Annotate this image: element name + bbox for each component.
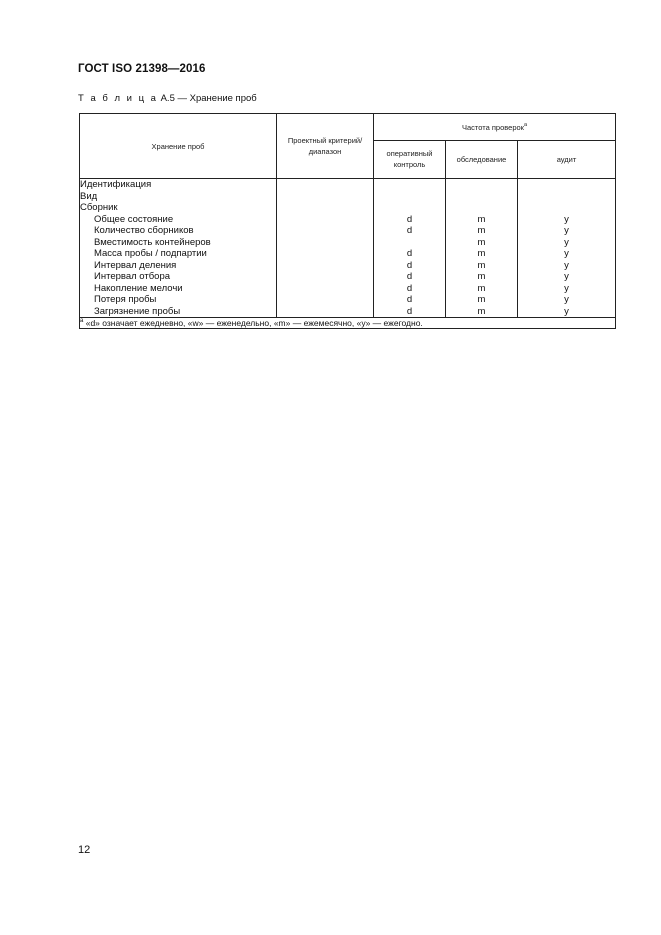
inspection-value: m [477, 305, 486, 317]
column-header-criteria: Проектный критерий/диапазон [277, 114, 374, 179]
table-caption-number: А.5 [160, 93, 175, 104]
criteria-cell [277, 179, 374, 318]
row-label: Идентификация [80, 179, 152, 190]
storage-items-cell [80, 179, 277, 318]
row-label: Количество сборников [94, 225, 194, 236]
column-header-audit: аудит [518, 140, 616, 178]
audit-value [518, 202, 615, 214]
row-label: Потеря пробы [94, 294, 157, 305]
audit-value: y [564, 271, 569, 282]
footnote-row [80, 318, 616, 329]
audit-value: y [564, 282, 569, 294]
footnote-text: «d» означает ежедневно, «w» — еженедельно, «m» — ежемесячно, «y» — ежегодно. [85, 318, 423, 328]
inspection-value [446, 179, 517, 191]
inspection-value: m [477, 236, 486, 248]
frequency-footnote-mark: а [523, 122, 528, 129]
column-header-inspection: обследование [446, 140, 518, 178]
page-number: 12 [78, 844, 91, 856]
inspection-value: m [477, 248, 486, 259]
operational-value: d [406, 294, 413, 305]
inspection-value [446, 202, 517, 214]
audit-value [518, 179, 615, 191]
table-caption-separator: — [177, 93, 187, 104]
operational-value: d [406, 259, 413, 271]
operational-value: d [406, 305, 413, 317]
inspection-value: m [477, 294, 486, 305]
row-label: Вместимость контейнеров [94, 236, 211, 248]
row-label: Накопление мелочи [94, 282, 183, 294]
table-body-row [80, 179, 616, 318]
row-label: Интервал деления [94, 259, 177, 271]
inspection-value: m [477, 282, 486, 294]
row-label: Интервал отбора [94, 271, 171, 282]
column-header-frequency-label: Частота проверок [461, 123, 524, 133]
inspection-value: m [477, 213, 486, 225]
table-caption [78, 93, 257, 104]
row-label: Вид [80, 190, 98, 202]
audit-value: y [564, 213, 569, 225]
operational-value [374, 191, 445, 203]
operational-value: d [406, 225, 413, 236]
inspection-value: m [477, 225, 486, 236]
operational-values-cell [374, 179, 446, 318]
row-label: Общее состояние [94, 213, 174, 225]
operational-value [374, 202, 445, 214]
audit-values-cell [518, 179, 616, 318]
audit-value: y [564, 225, 569, 236]
audit-value: y [564, 248, 569, 259]
table-caption-prefix: Т а б л и ц а [78, 93, 158, 104]
audit-value: y [564, 305, 569, 317]
row-label: Сборник [80, 202, 118, 213]
inspection-value: m [477, 271, 486, 282]
operational-value: d [406, 282, 413, 294]
column-header-storage: Хранение проб [80, 114, 277, 179]
audit-value: y [564, 259, 569, 271]
column-header-operational: оперативный контроль [374, 140, 446, 178]
audit-value [518, 191, 615, 203]
table-footnote [80, 318, 616, 329]
audit-value: y [564, 294, 569, 305]
inspection-value: m [477, 259, 486, 271]
column-header-frequency [374, 114, 616, 141]
row-label: Масса пробы / подпартии [94, 248, 207, 259]
audit-value: y [564, 236, 569, 248]
sample-storage-table [79, 113, 616, 329]
row-label: Загрязнение пробы [94, 305, 181, 317]
table-caption-title: Хранение проб [189, 93, 257, 104]
operational-value: d [406, 271, 413, 282]
operational-value: d [406, 248, 413, 259]
operational-value [374, 179, 445, 191]
document-header: ГОСТ ISO 21398—2016 [78, 63, 206, 75]
inspection-value [446, 191, 517, 203]
inspection-values-cell [446, 179, 518, 318]
operational-value [374, 237, 445, 249]
footnote-mark: а [80, 318, 84, 324]
operational-value: d [406, 213, 413, 225]
